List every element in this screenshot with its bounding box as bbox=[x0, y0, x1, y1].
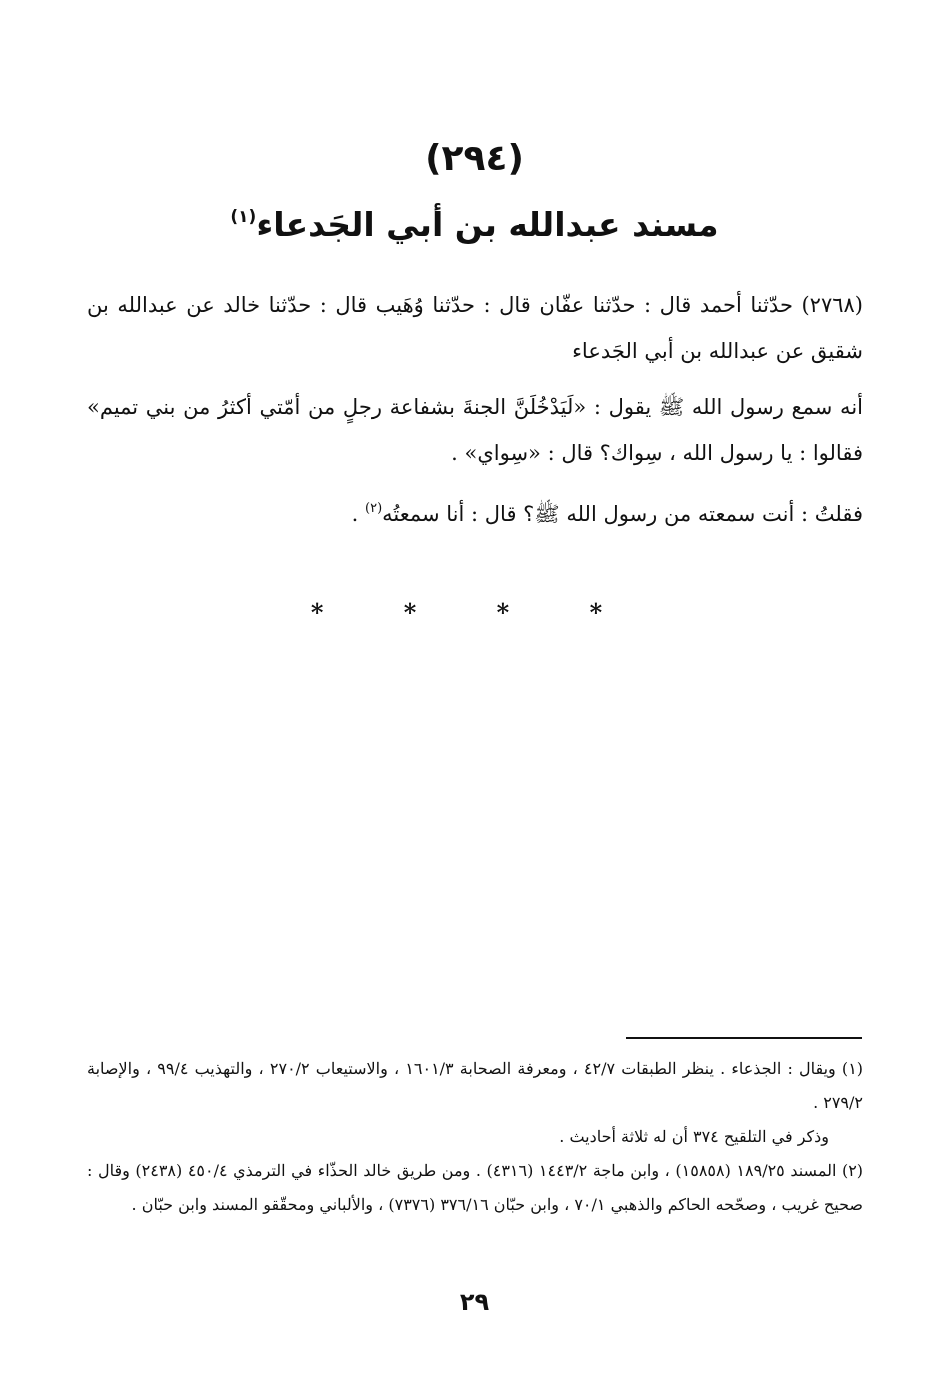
entry-number: (٢٩٤) bbox=[425, 138, 524, 179]
page-title bbox=[0, 205, 949, 244]
title-text: مسند عبدالله بن أبي الجَدعاء bbox=[256, 205, 719, 244]
hadith-body bbox=[87, 282, 863, 547]
footnote-divider bbox=[626, 1037, 862, 1039]
footnote-1: (١) ويقال : الجذعاء . ينظر الطبقات ٤٢/٧ ، ومعرفة الصحابة ١٦٠١/٣ ، والاستيعاب ٢٧٠/٢ ، والتهذيب ٩٩/٤ ، والإصابة ٢٧٩/٢ . bbox=[87, 1059, 864, 1112]
hadith-isnad: (٢٧٦٨) حدّثنا أحمد قال : حدّثنا عفّان قال : حدّثنا وُهَيب قال : حدّثنا خالد عن عبدالله بن شقيق عن عبدالله بن أبي الجَدعاء bbox=[87, 293, 863, 363]
footnote-1-continuation: وذكر في التلقيح ٣٧٤ أن له ثلاثة أحاديث . bbox=[559, 1127, 829, 1146]
footnotes bbox=[87, 1052, 863, 1222]
hadith-closing-text: فقلتُ : أنت سمعته من رسول الله ﷺ؟ قال : أنا سمعتُه bbox=[382, 502, 863, 526]
hadith-closing-end: . bbox=[351, 502, 365, 526]
hadith-closing bbox=[87, 486, 863, 537]
page-number: ٢٩ bbox=[459, 1288, 490, 1316]
hadith-matn: أنه سمع رسول الله ﷺ يقول : «لَيَدْخُلَنَّ الجنةَ بشفاعة رجلٍ من أمّتي أكثرُ من بني تميم» فقالوا : يا رسول الله ، سِواك؟ قال : «سِواي» . bbox=[87, 395, 863, 465]
closing-footnote-ref: (٢) bbox=[365, 501, 383, 516]
footnote-2: (٢) المسند ١٨٩/٢٥ (١٥٨٥٨) ، وابن ماجة ١٤٤٣/٢ (٤٣١٦) . ومن طريق خالد الحذّاء في الترمذي ٤٥٠/٤ (٢٤٣٨) وقال : صحيح غريب ، وصحّحه الحاكم والذهبي ٧٠/١ ، وابن حبّان ٣٧٦/١٦ (٧٣٧٦) ، والألباني ومحقّقو المسند وابن حبّان . bbox=[87, 1161, 864, 1214]
title-footnote-ref: (١) bbox=[230, 207, 257, 227]
section-separator: * * * * bbox=[310, 598, 639, 627]
